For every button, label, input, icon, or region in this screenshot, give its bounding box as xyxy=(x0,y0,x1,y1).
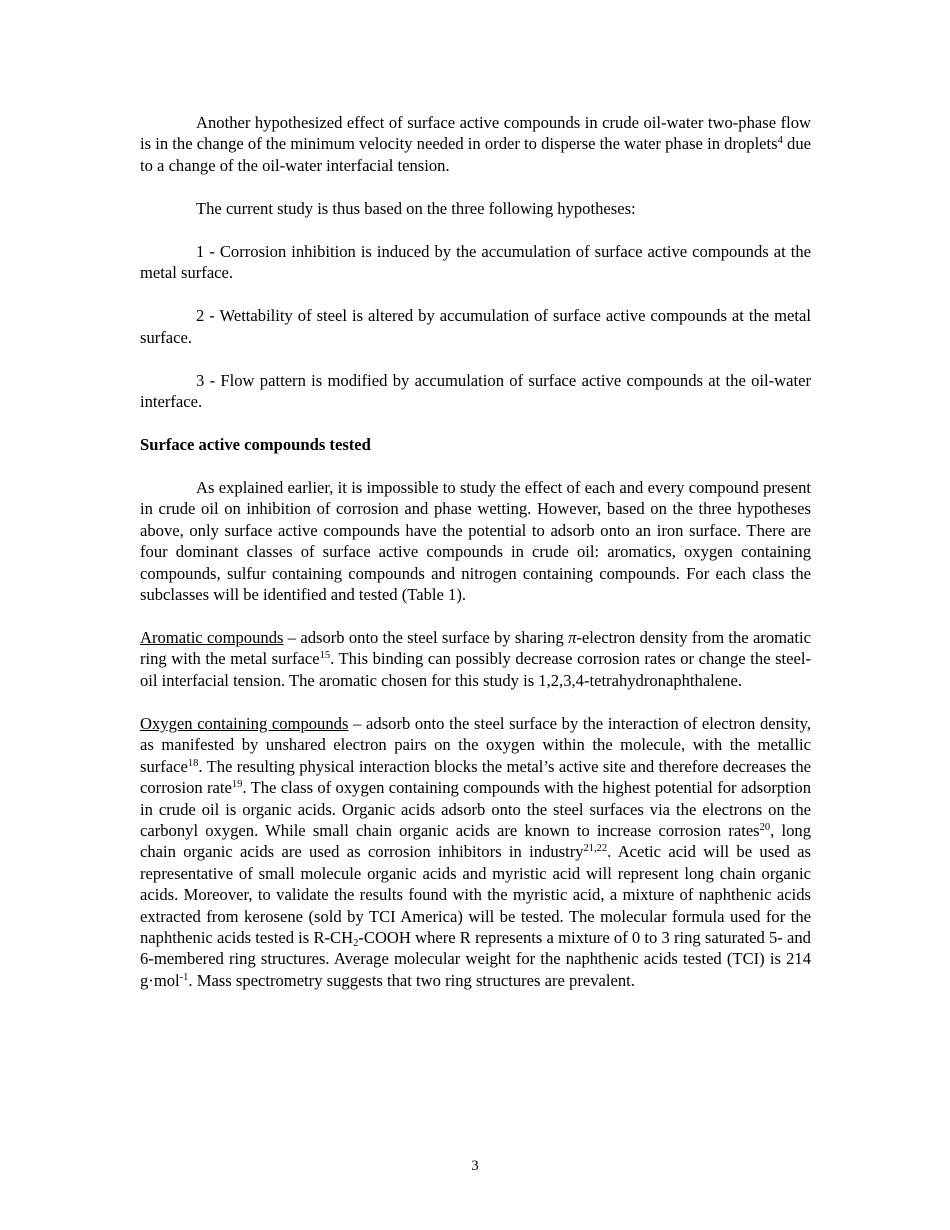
text-run: – adsorb onto the steel surface by the interaction of electron density, as manifested by unshared electron pairs on the oxygen within the molecule, with the metallic surface xyxy=(140,713,812,776)
term-oxygen-compounds: Oxygen containing compounds xyxy=(140,713,349,733)
unit-exponent: -1 xyxy=(179,971,189,983)
term-aromatic-compounds: Aromatic compounds xyxy=(140,628,284,648)
citation-ref: 19 xyxy=(231,779,243,791)
paragraph-oxygen-compounds xyxy=(140,713,811,991)
text-run: , long chain organic acids are used as corrosion inhibitors in industry xyxy=(140,820,811,862)
citation-ref: 21,22 xyxy=(583,843,608,855)
text-run: due to a change of the oil-water interfacial tension. xyxy=(140,134,812,175)
citation-ref: 4 xyxy=(777,135,783,147)
citation-ref: 18 xyxy=(187,757,199,769)
text-run: . The resulting physical interaction blocks the metal’s active site and therefore decreases the corrosion rate xyxy=(140,756,811,798)
subscript: 2 xyxy=(353,937,359,949)
citation-ref: 15 xyxy=(319,650,331,662)
text-run: . The class of oxygen containing compounds with the highest potential for adsorption in crude oil is organic acids. Organic acids adsorb onto the steel surfaces via the electrons on the carbonyl oxygen. While small chain organic acids are known to increase corrosion rates xyxy=(140,778,811,840)
hypothesis-1: 1 - Corrosion inhibition is induced by the accumulation of surface active compounds at the metal surface. xyxy=(140,241,811,283)
paragraph-flow-pattern-effect xyxy=(140,112,811,176)
section-heading: Surface active compounds tested xyxy=(140,435,371,455)
paragraph-aromatic-compounds xyxy=(140,627,811,691)
text-run: . Acetic acid will be used as representative of small molecule organic acids and myristic acid will represent long chain organic acids. Moreover, to validate the results found with the myristic acid, a mixture of naphthenic acids extracted from kerosene (sold by TCI America) will be tested. The molecular formula used for the naphthenic acids tested is R-CH xyxy=(140,842,811,947)
paragraph-hypotheses-intro: The current study is thus based on the three following hypotheses: xyxy=(196,198,636,218)
text-run: -COOH where R represents a mixture of 0 to 3 ring saturated 5- and 6-membered ring structures. Average molecular weight for the naphthenic acids tested (TCI) is 214 g·mol xyxy=(140,927,811,990)
text-run: . Mass spectrometry suggests that two ring structures are prevalent. xyxy=(188,970,635,990)
text-run: – adsorb onto the steel surface by sharing xyxy=(283,628,569,648)
pi-symbol: π xyxy=(568,628,577,648)
text-run: . This binding can possibly decrease corrosion rates or change the steel-oil interfacial tension. The aromatic chosen for this study is 1,2,3,4-tetrahydronaphthalene. xyxy=(140,649,812,690)
paragraph-surface-active-intro: As explained earlier, it is impossible to study the effect of each and every compound present in crude oil on inhibition of corrosion and phase wetting. However, based on the three hypotheses above, only surface active compounds have the potential to adsorb onto an iron surface. There are four dominant classes of surface active compounds in crude oil: aromatics, oxygen containing compounds, sulfur containing compounds and nitrogen containing compounds. For each class the subclasses will be identified and tested (Table 1). xyxy=(140,478,811,605)
hypothesis-3: 3 - Flow pattern is modified by accumulation of surface active compounds at the oil-water interface. xyxy=(140,370,811,412)
page-number: 3 xyxy=(471,1158,479,1174)
text-run: -electron density from the aromatic ring with the metal surface xyxy=(140,628,811,669)
citation-ref: 20 xyxy=(759,821,771,833)
page-body xyxy=(140,112,811,1013)
hypothesis-2: 2 - Wettability of steel is altered by accumulation of surface active compounds at the metal surface. xyxy=(140,306,811,347)
text-run: Another hypothesized effect of surface active compounds in crude oil-water two-phase flow is in the change of the minimum velocity needed in order to disperse the water phase in droplets xyxy=(140,113,811,154)
